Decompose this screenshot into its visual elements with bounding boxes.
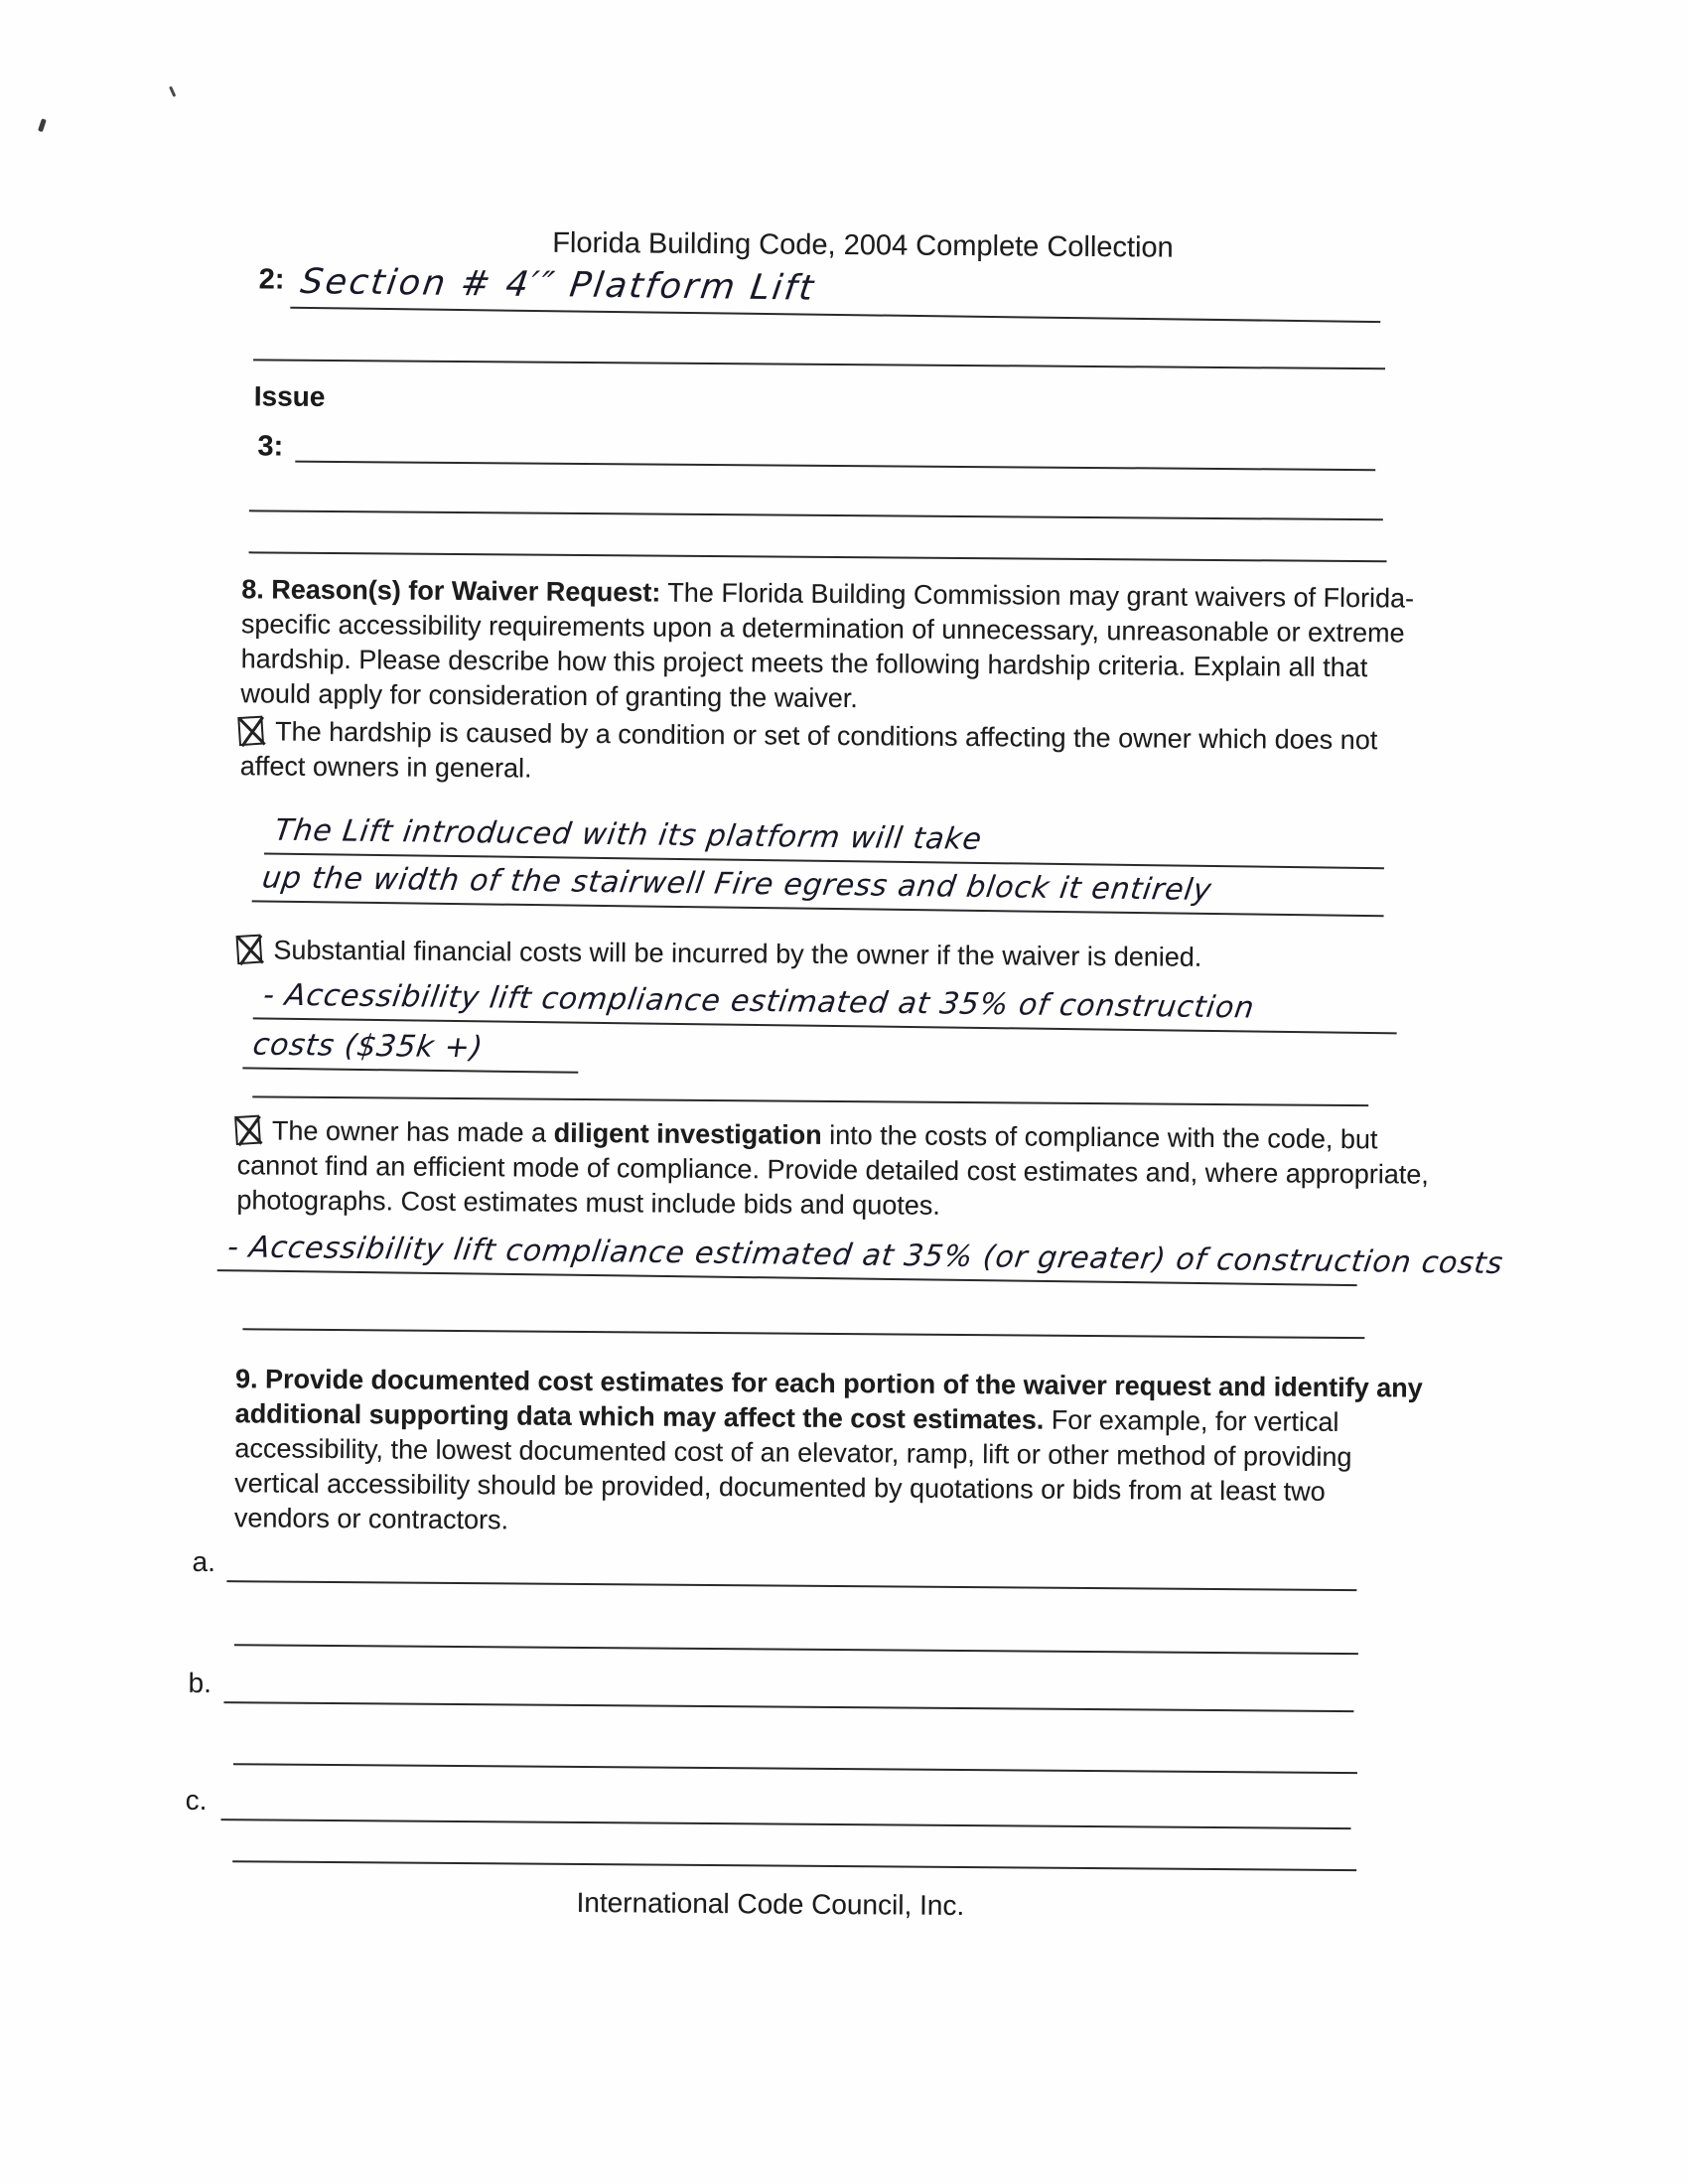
criterion-investigation-text-post: into the costs of compliance with the code, but cannot find an efficient mode of compliance. Provide detailed cost estimates and, where appropriate, photographs. Cost estimates must include bids and quotes. [236,1119,1430,1221]
field-2-handwriting: Section # 4′″ Platform Lift [298,261,818,309]
blank-answer-line [242,1328,1364,1339]
section-9-title: 9. Provide documented cost estimates for each portion of the waiver request and identify any additional supporting data which may affect the cost estimates. [234,1364,1423,1435]
vendor-item-a-line [226,1580,1356,1591]
vendor-item-b-line [223,1701,1353,1712]
field-2-answer-line [290,243,1381,323]
criterion-financial-text: Substantial financial costs will be incurred by the owner if the waiver is denied. [273,935,1202,972]
blank-answer-line [234,1644,1358,1655]
checkbox-checked-icon [236,935,263,964]
criterion-investigation-handwriting: - Accessibility lift compliance estimated at 35% (or greater) of construction costs [224,1230,1506,1281]
criterion-financial-handwriting-1: - Accessibility lift compliance estimated at 35% of construction [260,977,1257,1026]
field-2-label: 2: [258,263,285,296]
section-8-title: 8. Reason(s) for Waiver Request: [241,574,661,608]
criterion-hardship-handwriting-2: up the width of the stairwell Fire egress and block it entirely [259,860,1214,908]
criterion-investigation [236,1113,1434,1227]
vendor-item-a-label: a. [192,1545,216,1578]
field-3-label: 3: [257,430,284,463]
field-3-answer-line [295,461,1375,472]
criterion-investigation-text-bold: diligent investigation [553,1117,822,1150]
criterion-hardship [240,714,1443,794]
blank-answer-line [253,359,1385,369]
criterion-hardship-text: The hardship is caused by a condition or set of conditions affecting the owner which does not affect owners in general. [239,716,1378,784]
section-9-paragraph [234,1362,1427,1544]
criterion-hardship-handwriting-1: The Lift introduced with its platform will take [272,812,985,857]
blank-answer-line [249,510,1383,520]
vendor-item-c-label: c. [185,1784,208,1817]
document-footer: International Code Council, Inc. [576,1886,965,1922]
blank-answer-line [249,551,1387,562]
criterion-investigation-text-pre: The owner has made a [271,1115,554,1148]
criterion-financial-handwriting-2: costs ($35k +) [250,1027,486,1066]
checkbox-checked-icon [234,1115,261,1145]
section-8-intro: The Florida Building Commission may grant waivers of Florida-specific accessibility requirements upon a determination of unnecessary, unreasonable or extreme hardship. Please describe how this project meets the following hardship criteria. Explain all that would apply for consideration of granting the waiver. [240,577,1415,714]
criterion-financial-answer-line-2 [242,1013,579,1073]
blank-answer-line [252,1095,1368,1106]
scan-artifact [169,86,176,97]
blank-answer-line [233,1763,1357,1774]
vendor-item-b-label: b. [188,1667,212,1699]
issue-label: Issue [253,380,326,412]
document-title: Florida Building Code, 2004 Complete Collection [552,226,1174,264]
vendor-item-c-line [221,1819,1351,1829]
checkbox-checked-icon [237,716,264,746]
scan-artifact [38,118,47,132]
blank-answer-line [232,1860,1356,1871]
section-9-body: For example, for vertical accessibility, the lowest documented cost of an elevator, ramp, lift or other method of providing vertical accessibility should be provided, documented by quotations or bids from at least two vendors or contractors. [233,1404,1352,1535]
section-8-paragraph [240,572,1425,720]
